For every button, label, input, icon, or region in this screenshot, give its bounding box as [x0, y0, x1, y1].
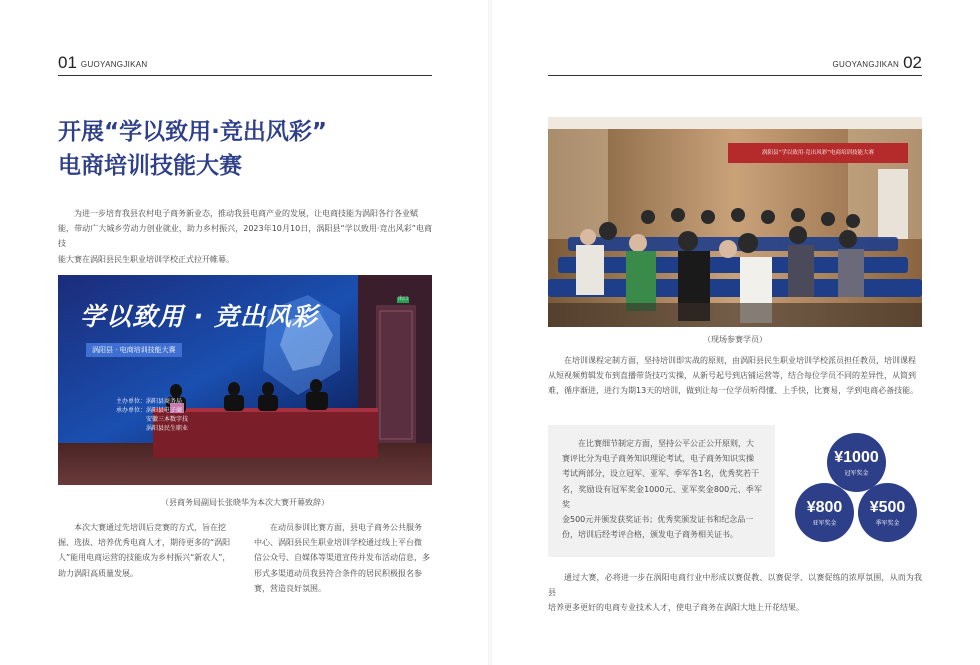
text-line: 助力涡阳高质量发展。	[58, 568, 138, 578]
conclusion-paragraph	[548, 570, 922, 616]
text-line: 赛评比分为电子商务知识理论考试，电子商务知识实操	[562, 454, 754, 464]
prize-label: 亚军奖金	[812, 519, 837, 527]
text-line: 能大赛在涡阳县民生职业培训学校正式拉开帷幕。	[58, 254, 234, 264]
page-gutter	[488, 0, 492, 665]
text-line: 难，循序渐进，进行为期13天的培训，做到让每一位学员听得懂、上手快，比赛易，学到电商必备技能。	[548, 386, 919, 396]
text-line: 从短视频剪辑发布到直播带货技巧实操，从新号起号到店铺运营等，结合每位学员不同的差异性，从简到	[548, 371, 916, 381]
third-prize-badge	[858, 483, 917, 542]
text-line: 名，奖励设有冠军奖金1000元、亚军奖金800元、季军奖	[562, 484, 762, 509]
page-number: 02	[903, 53, 922, 72]
prize-label: 季军奖金	[875, 519, 900, 527]
title-line: 电商培训技能大赛	[58, 153, 242, 179]
text-line: 中心、涡阳县民生职业培训学校通过线上平台微	[254, 538, 422, 548]
text-line: 本次大赛通过先培训后竞赛的方式，旨在挖	[74, 523, 226, 532]
text-line: 掘、选拔、培养优秀电商人才，期待更多的“涡阳	[58, 538, 231, 548]
organizer-list	[116, 397, 188, 433]
organizer-line: 涡阳县民生职业	[146, 425, 189, 432]
body-column	[254, 520, 434, 596]
body-column	[58, 520, 236, 581]
rules-text	[562, 436, 762, 542]
text-line: 考试两部分，设立冠军、亚军、季军各1名，优秀奖若干	[562, 469, 760, 479]
room-banner-text: 涡阳县“学以致用·竞出风彩”电商培训技能大赛	[762, 150, 874, 156]
article-title	[58, 115, 327, 183]
contest-stage-photo	[58, 275, 432, 485]
banner-subtitle: 涡阳县 · 电商培训技能大赛	[86, 343, 182, 357]
prize-amount: ¥800	[806, 498, 843, 516]
text-line: 在动员参训比赛方面，县电子商务公共服务	[270, 523, 422, 532]
text-line: 为进一步培育我县农村电子商务新业态，推动我县电商产业的发展，让电商技能为涡阳各行各业赋	[74, 209, 418, 218]
text-line: 赛，营造良好氛围。	[254, 583, 326, 593]
second-prize-badge	[795, 483, 854, 542]
magazine-brand: GUOYANGJIKAN	[832, 60, 900, 69]
text-line: 信公众号、自媒体等渠道宣传并发布活动信息，多	[254, 553, 430, 563]
right-page-header	[829, 54, 923, 71]
page-number: 01	[58, 53, 77, 72]
body-paragraph	[548, 353, 922, 399]
text-line: 培养更多更好的电商专业技术人才，使电子商务在涡阳大地上开花结果。	[548, 603, 804, 613]
text-line: 通过大赛，必将进一步在涡阳电商行业中形成以赛促教、以赛促学、以赛促练的浓厚氛围，从而为我县	[548, 573, 922, 598]
banner-title: 学以致用 · 竞出风彩	[80, 302, 318, 331]
first-prize-badge	[827, 433, 886, 492]
header-rule	[58, 75, 432, 76]
exit-sign: 出口	[397, 296, 408, 302]
photo-caption: （现场参赛学员）	[703, 335, 767, 344]
text-line: 份，培训后经考评合格，颁发电子商务相关证书。	[562, 530, 738, 540]
title-line: 开展“学以致用·竞出风彩”	[58, 119, 327, 145]
photo-caption: （县商务局副局长张晓华为本次大赛开幕致辞）	[161, 498, 329, 507]
organizer-line: 主办单位：涡阳县商务局	[116, 398, 183, 405]
prize-label: 冠军奖金	[844, 469, 869, 477]
text-line: 人”能用电商运营的技能成为乡村振兴“新农人”，	[58, 553, 231, 563]
text-line: 在比赛细节制定方面，坚持公平公正公开原则，大	[578, 439, 754, 448]
magazine-brand: GUOYANGJIKAN	[80, 60, 148, 69]
prize-amount: ¥1000	[834, 448, 879, 466]
text-line: 能，带动广大城乡劳动力创业就业，助力乡村振兴，2023年10月10日，涡阳县“学以致用·竞出风彩”电商技	[58, 224, 432, 249]
organizer-line: 安徽三本数字技	[146, 416, 189, 423]
text-line: 形式多渠道动员我县符合条件的居民积极报名参	[254, 568, 422, 578]
participants-photo	[548, 117, 922, 327]
text-line: 金500元并颁发获奖证书；优秀奖颁发证书和纪念品一	[562, 515, 754, 525]
header-rule	[548, 75, 922, 76]
prize-amount: ¥500	[869, 498, 906, 516]
text-line: 在培训课程定制方面，坚持培训即实战的原则，由涡阳县民生职业培训学校派员担任教员，培训课程	[564, 356, 916, 365]
intro-paragraph	[58, 206, 432, 267]
organizer-line: 承办单位：涡阳县电子商	[116, 407, 183, 414]
left-page-header	[58, 54, 152, 71]
